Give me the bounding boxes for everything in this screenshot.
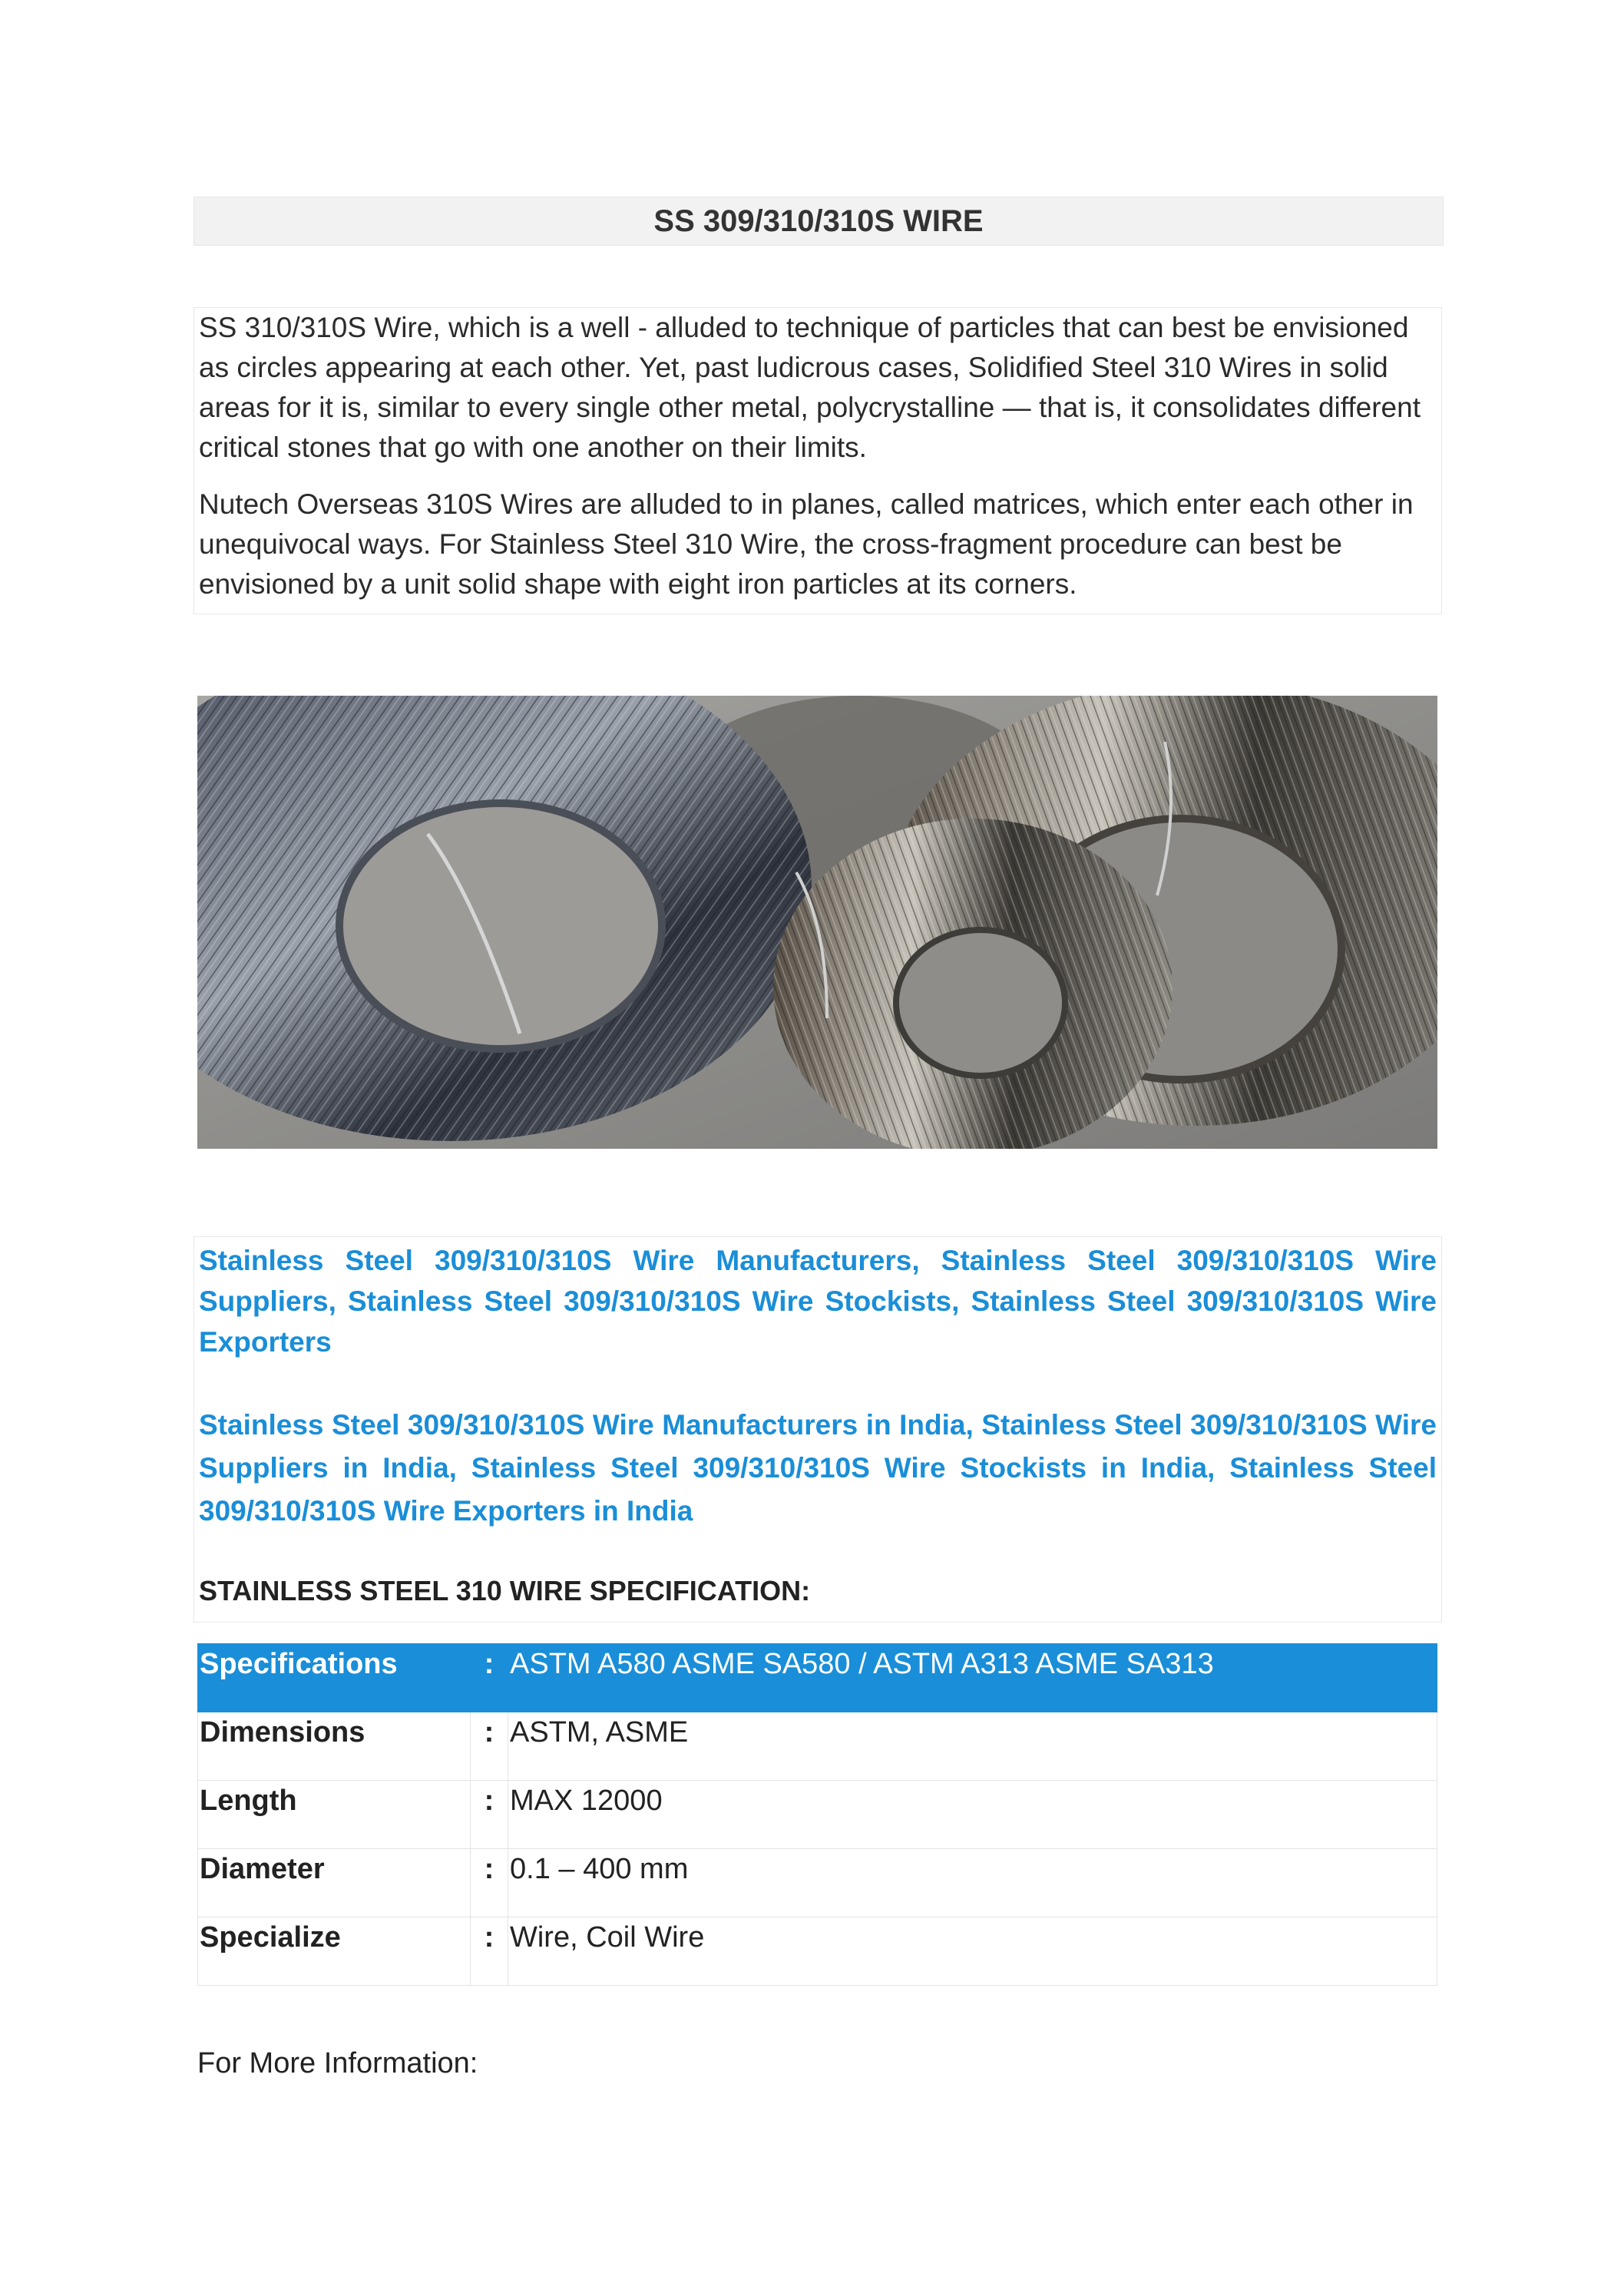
page-title: SS 309/310/310S WIRE — [193, 197, 1444, 246]
spec-value: Wire, Coil Wire — [508, 1917, 1437, 1986]
spec-label: Length — [198, 1781, 471, 1849]
table-row — [198, 1712, 1437, 1781]
keywords-section — [193, 1236, 1442, 1623]
spec-separator: : — [471, 1712, 508, 1781]
spec-heading: STAINLESS STEEL 310 WIRE SPECIFICATION: — [199, 1575, 811, 1606]
table-row — [198, 1644, 1437, 1712]
spec-label: Specialize — [198, 1917, 471, 1986]
intro-paragraph-1: SS 310/310S Wire, which is a well - alluded to technique of particles that can best be envisioned as circles appearing at each other. Yet, past ludicrous cases, Solidified Steel 310 Wires in solid areas for it is, similar to every single other metal, polycrystalline — that is, it consolidates different critical stones that go with one another on their limits. — [199, 312, 1421, 463]
spec-separator: : — [471, 1644, 508, 1712]
spec-value: ASTM, ASME — [508, 1712, 1437, 1781]
spec-value: 0.1 – 400 mm — [508, 1849, 1437, 1917]
spec-label: Dimensions — [198, 1712, 471, 1781]
spec-label: Specifications — [198, 1644, 471, 1712]
intro-paragraph-2: Nutech Overseas 310S Wires are alluded to in planes, called matrices, which enter each other in unequivocal ways. For Stainless Steel 310 Wire, the cross-fragment procedure can best be envisioned by a unit solid shape with eight iron particles at its corners. — [199, 488, 1414, 600]
more-information-label: For More Information: — [197, 2047, 478, 2079]
table-row — [198, 1849, 1437, 1917]
spec-separator: : — [471, 1849, 508, 1917]
spec-label: Diameter — [198, 1849, 471, 1917]
table-row — [198, 1917, 1437, 1986]
intro-section — [193, 307, 1442, 614]
spec-separator: : — [471, 1781, 508, 1849]
spec-separator: : — [471, 1917, 508, 1986]
wire-coils-photo — [197, 696, 1437, 1149]
table-row — [198, 1781, 1437, 1849]
keywords-paragraph-1: Stainless Steel 309/310/310S Wire Manufacturers, Stainless Steel 309/310/310S Wire Suppliers, Stainless Steel 309/310/310S Wire Stockists, Stainless Steel 309/310/310S Wire Exporters — [199, 1245, 1437, 1358]
keywords-paragraph-2: Stainless Steel 309/310/310S Wire Manufacturers in India, Stainless Steel 309/310/310S Wire Suppliers in India, Stainless Steel 309/310/310S Wire Stockists in India, Stainless Steel 309/310/310S Wire Exporters in India — [199, 1409, 1437, 1527]
spec-value: MAX 12000 — [508, 1781, 1437, 1849]
spec-value: ASTM A580 ASME SA580 / ASTM A313 ASME SA313 — [508, 1644, 1437, 1712]
spec-table — [197, 1643, 1437, 1986]
